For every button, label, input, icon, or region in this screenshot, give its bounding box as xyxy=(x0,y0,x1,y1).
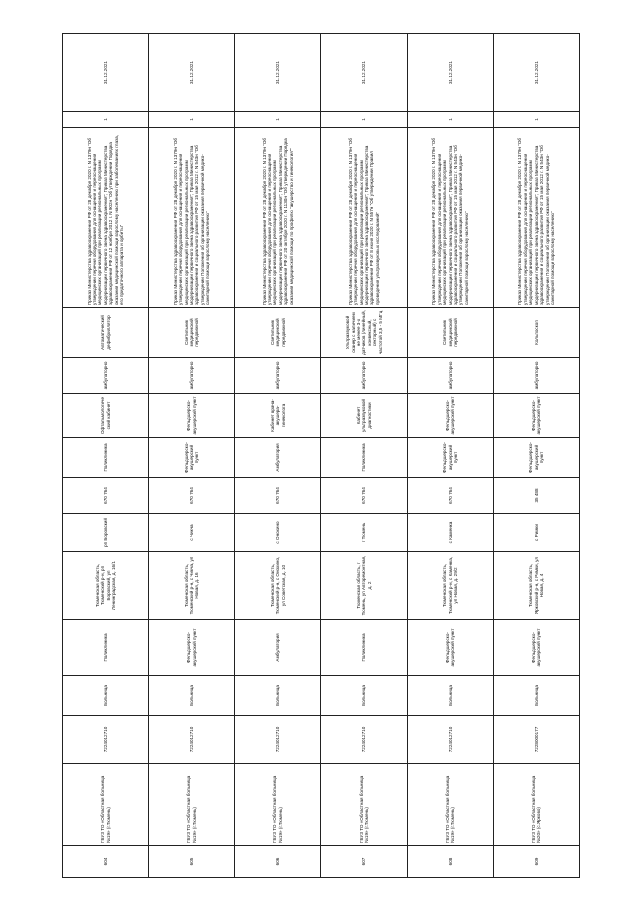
legal-basis: Приказ Министерства здравоохранения РФ от 28 декабря 2020 г. N 1379н "Об утверждении перечня оборудования для оснащения и переоснащения медицинских организаций при реализации региональных программ модернизации первичного звена здравоохранения"; Приказ Министерства здравоохранения РФ от 20 октября 2020 г. N 1130н "Об утверждении Порядка оказания медицинской помощи по профилю "акушерство и гинекология"" xyxy=(235,128,321,308)
legal-basis: Приказ Министерства здравоохранения РФ от 28 декабря 2020 г. N 1379н "Об утверждении перечня оборудования для оснащения и переоснащения медицинских организаций при реализации региональных программ модернизации первичного звена здравоохранения"; Приказ Министерства здравоохранения РФ от 8 июня 2020 г. N 557н "Об утверждении Правил проведения ультразвуковых исследований" xyxy=(321,128,407,308)
organization-name: ГБУЗ ТО «Областная больница №19» (г.Тюмень) xyxy=(149,764,235,846)
organization-type: Больница xyxy=(407,676,493,716)
territory-code: 670 764 xyxy=(235,478,321,514)
table-row xyxy=(321,34,407,878)
organization-name: ГБУЗ ТО «Областная больница №19» (г.Тюмень) xyxy=(321,764,407,846)
territory-code: 670 764 xyxy=(149,478,235,514)
structural-unit: Фельдшерско-акушерский пункт xyxy=(407,620,493,676)
delivery-date: 31.12.2021 xyxy=(149,34,235,112)
quantity: 1 xyxy=(63,112,149,128)
address: Тюменская область, Тюменский р-н, рп Боровский, ул Ленинградская, д. 16/1 xyxy=(63,552,149,620)
address: Тюменская область, Ярковский р-н, с Римки, ул Новая, д. 4 xyxy=(493,552,579,620)
locality: г Тюмень xyxy=(321,514,407,552)
address: Тюменская область, Тюменский р-н, с Онохино, ул Советская, д. 10 xyxy=(235,552,321,620)
territory-code: 670 764 xyxy=(321,478,407,514)
equipment-name: Светильник медицинский передвижной xyxy=(407,308,493,358)
equipment-name: Ультразвуковой сканер с наличием не менее 3-х датчиков (линейный, конвексный, секторный) с частотой 3,5 - 5 МГц xyxy=(321,308,407,358)
inn: 7224012710 xyxy=(149,716,235,764)
equipment-name: Автоматический дефибриллятор xyxy=(63,308,149,358)
row-number: 604 xyxy=(63,846,149,878)
equipment-register-table xyxy=(62,33,580,878)
care-form: амбулаторно xyxy=(235,358,321,394)
locality: с Каменка xyxy=(407,514,493,552)
table-row xyxy=(149,34,235,878)
room: Фельдшерско-акушерский пункт xyxy=(149,394,235,438)
care-form: амбулаторно xyxy=(321,358,407,394)
delivery-date: 31.12.2021 xyxy=(321,34,407,112)
inn: 7224012710 xyxy=(321,716,407,764)
row-number: 608 xyxy=(407,846,493,878)
table-row xyxy=(407,34,493,878)
equipment-name: Кольпоскоп xyxy=(493,308,579,358)
address: Тюменская область, Тюменский р-н, с Чикча, ул Новая, д. 16 xyxy=(149,552,235,620)
legal-basis: Приказ Министерства здравоохранения РФ от 28 декабря 2020 г. N 1379н "Об утверждении перечня оборудования для оснащения и переоснащения медицинских организаций при реализации региональных программ модернизации первичного звена здравоохранения"; Приказ Министерства здравоохранения и социального развития РФ от 15 мая 2012 г. N 543н "Об утверждении Положения об организации оказания первичной медико-санитарной помощи взрослому населению" xyxy=(407,128,493,308)
department: Фельдшерско-акушерский пункт xyxy=(493,438,579,478)
locality: рп Боровский xyxy=(63,514,149,552)
address: Тюменская область, Тюменский р-н, с Каменка, ул Новая, д. 29/2 xyxy=(407,552,493,620)
table-row xyxy=(63,34,149,878)
legal-basis: Приказ Министерства здравоохранения РФ от 28 декабря 2020 г. N 1379н "Об утверждении перечня оборудования для оснащения и переоснащения медицинских организаций при реализации региональных программ модернизации первичного звена здравоохранения"; Приказ Министерства здравоохранения и социального развития РФ от 15 мая 2012 г. N 543н "Об утверждении Положения об организации оказания первичной медико-санитарной помощи взрослому населению" xyxy=(149,128,235,308)
department: Амбулатория xyxy=(235,438,321,478)
inn: 7224012710 xyxy=(235,716,321,764)
structural-unit: Амбулатория xyxy=(235,620,321,676)
address: Тюменская область, г Тюмень, ул Авторемонтная, д. 2 xyxy=(321,552,407,620)
organization-name: ГБУЗ ТО «Областная больница №19» (г.Тюмень) xyxy=(63,764,149,846)
structural-unit: Поликлиника xyxy=(321,620,407,676)
structural-unit: Поликлиника xyxy=(63,620,149,676)
organization-name: ГБУЗ ТО «Областная больница №19» (г.Тюмень) xyxy=(235,764,321,846)
inn: 7224012710 xyxy=(63,716,149,764)
equipment-name: Светильник медицинский передвижной xyxy=(235,308,321,358)
organization-name: ГБУЗ ТО «Областная больница №19» (г.Тюмень) xyxy=(407,764,493,846)
organization-type: Больница xyxy=(321,676,407,716)
department: Поликлиника xyxy=(63,438,149,478)
delivery-date: 31.12.2021 xyxy=(493,34,579,112)
locality: с Римки xyxy=(493,514,579,552)
table-row xyxy=(493,34,579,878)
row-number: 609 xyxy=(493,846,579,878)
delivery-date: 31.12.2021 xyxy=(235,34,321,112)
department: Фельдшерско-акушерский пункт xyxy=(149,438,235,478)
room: Фельдшерско-акушерский пункт xyxy=(493,394,579,438)
quantity: 1 xyxy=(235,112,321,128)
territory-code: 35 488 xyxy=(493,478,579,514)
room: Офтальмологический кабинет xyxy=(63,394,149,438)
room: Кабинет ультразвуковой диагностики xyxy=(321,394,407,438)
inn: 7228000177 xyxy=(493,716,579,764)
delivery-date: 31.12.2021 xyxy=(63,34,149,112)
organization-type: Больница xyxy=(493,676,579,716)
organization-type: Больница xyxy=(235,676,321,716)
care-form: амбулаторно xyxy=(63,358,149,394)
rotated-table-container xyxy=(62,34,580,878)
quantity: 1 xyxy=(149,112,235,128)
room: Кабинет врача-акушера-гинеколога xyxy=(235,394,321,438)
organization-type: Больница xyxy=(63,676,149,716)
delivery-date: 31.12.2021 xyxy=(407,34,493,112)
department: Поликлиника xyxy=(321,438,407,478)
care-form: амбулаторно xyxy=(493,358,579,394)
territory-code: 670 764 xyxy=(63,478,149,514)
department: Фельдшерско-акушерский пункт xyxy=(407,438,493,478)
organization-type: Больница xyxy=(149,676,235,716)
table-row xyxy=(235,34,321,878)
row-number: 605 xyxy=(149,846,235,878)
care-form: амбулаторно xyxy=(407,358,493,394)
locality: с Онохино xyxy=(235,514,321,552)
inn: 7224012710 xyxy=(407,716,493,764)
row-number: 606 xyxy=(235,846,321,878)
quantity: 1 xyxy=(321,112,407,128)
legal-basis: Приказ Министерства здравоохранения РФ от 28 декабря 2020 г. N 1379н "Об утверждении перечня оборудования для оснащения и переоснащения медицинских организаций при реализации региональных программ модернизации первичного звена здравоохранения"; Приказ Министерства здравоохранения РФ от 12 ноября 2012 г. N 902н "Об утверждении Порядка оказания медицинской помощи взрослому населению при заболеваниях глаза, его придаточного аппарата и орбиты" xyxy=(63,128,149,308)
care-form: амбулаторно xyxy=(149,358,235,394)
quantity: 1 xyxy=(493,112,579,128)
structural-unit: Фельдшерско-акушерский пункт xyxy=(493,620,579,676)
legal-basis: Приказ Министерства здравоохранения РФ от 28 декабря 2020 г. N 1379н "Об утверждении перечня оборудования для оснащения и переоснащения медицинских организаций при реализации региональных программ модернизации первичного звена здравоохранения"; Приказ Министерства здравоохранения и социального развития РФ от 15 мая 2012 г. N 543н "Об утверждении Положения об организации оказания первичной медико-санитарной помощи взрослому населению" xyxy=(493,128,579,308)
room: Фельдшерско-акушерский пункт xyxy=(407,394,493,438)
locality: с Чикча xyxy=(149,514,235,552)
row-number: 607 xyxy=(321,846,407,878)
structural-unit: Фельдшерско-акушерский пункт xyxy=(149,620,235,676)
equipment-name: Светильник медицинский передвижной xyxy=(149,308,235,358)
organization-name: ГБУЗ ТО «Областная больница №20» (с.Ярково) xyxy=(493,764,579,846)
territory-code: 670 764 xyxy=(407,478,493,514)
quantity: 1 xyxy=(407,112,493,128)
